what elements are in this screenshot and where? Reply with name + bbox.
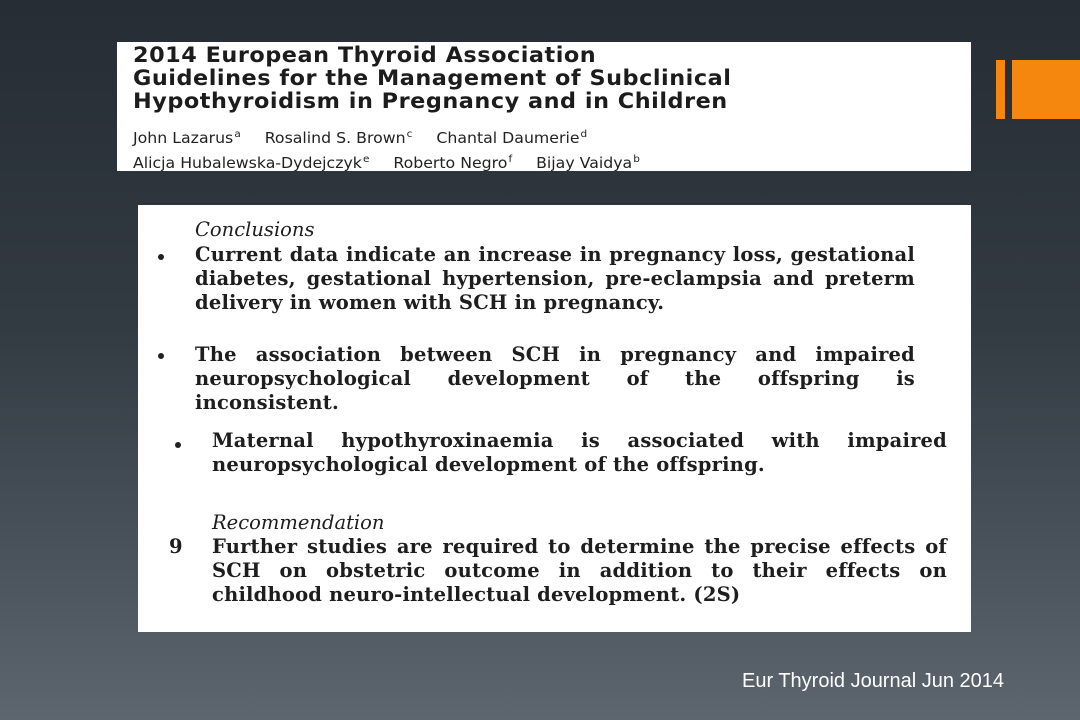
author — [436, 129, 587, 147]
authors-block — [133, 124, 971, 171]
author — [536, 154, 640, 171]
author — [133, 154, 369, 171]
title-line-2: Guidelines for the Management of Subclinical — [133, 66, 732, 91]
conclusion-item-1 — [195, 243, 915, 315]
author — [133, 129, 241, 147]
recommendation-item — [212, 535, 947, 607]
bullet-icon — [158, 254, 164, 260]
title-image-panel — [117, 42, 971, 171]
author-name: Chantal Daumerie — [436, 129, 580, 147]
conclusions-image-panel — [138, 205, 971, 632]
author — [265, 129, 413, 147]
title-line-1: 2014 European Thyroid Association — [133, 43, 597, 68]
author-name: Bijay Vaidya — [536, 154, 633, 171]
accent-bar-block — [1012, 60, 1080, 119]
author-affiliation: f — [508, 154, 513, 165]
author-name: Roberto Negro — [393, 154, 508, 171]
author-name: Alicja Hubalewska-Dydejczyk — [133, 154, 362, 171]
author-name: Rosalind S. Brown — [264, 129, 406, 147]
author-name: John Lazarus — [133, 129, 234, 147]
author-affiliation: b — [633, 154, 640, 165]
authors-line-1 — [133, 124, 971, 149]
author — [393, 154, 512, 171]
authors-line-2 — [133, 149, 971, 171]
author-affiliation: c — [406, 129, 413, 140]
conclusion-text-2: The association between SCH in pregnancy and impaired neuropsychological development of the offspring is inconsistent. — [195, 343, 915, 414]
author-affiliation: d — [580, 129, 588, 140]
author-affiliation: a — [234, 129, 241, 140]
title-line-3: Hypothyroidism in Pregnancy and in Children — [133, 89, 728, 114]
conclusion-text-3: Maternal hypothyroxinaemia is associated with impaired neuropsychological development of the offspring. — [212, 429, 947, 476]
conclusion-item-3 — [212, 429, 947, 477]
accent-bar-thin — [996, 60, 1005, 119]
bullet-icon — [158, 353, 164, 359]
conclusions-heading: Conclusions — [195, 218, 315, 241]
conclusion-text-1: Current data indicate an increase in pregnancy loss, gestational diabetes, gestational hypertension, pre-eclampsia and preterm delivery in women with SCH in pregnancy. — [195, 243, 915, 314]
recommendation-text: Further studies are required to determine the precise effects of SCH on obstetric outcome in addition to their effects on childhood neuro-intellectual development. (2S) — [212, 535, 947, 606]
citation-footer: Eur Thyroid Journal Jun 2014 — [742, 670, 1005, 692]
conclusion-item-2 — [195, 343, 915, 415]
bullet-icon — [175, 442, 181, 448]
recommendation-number: 9 — [169, 535, 183, 558]
author-affiliation: e — [362, 154, 370, 165]
recommendation-heading: Recommendation — [212, 511, 385, 534]
